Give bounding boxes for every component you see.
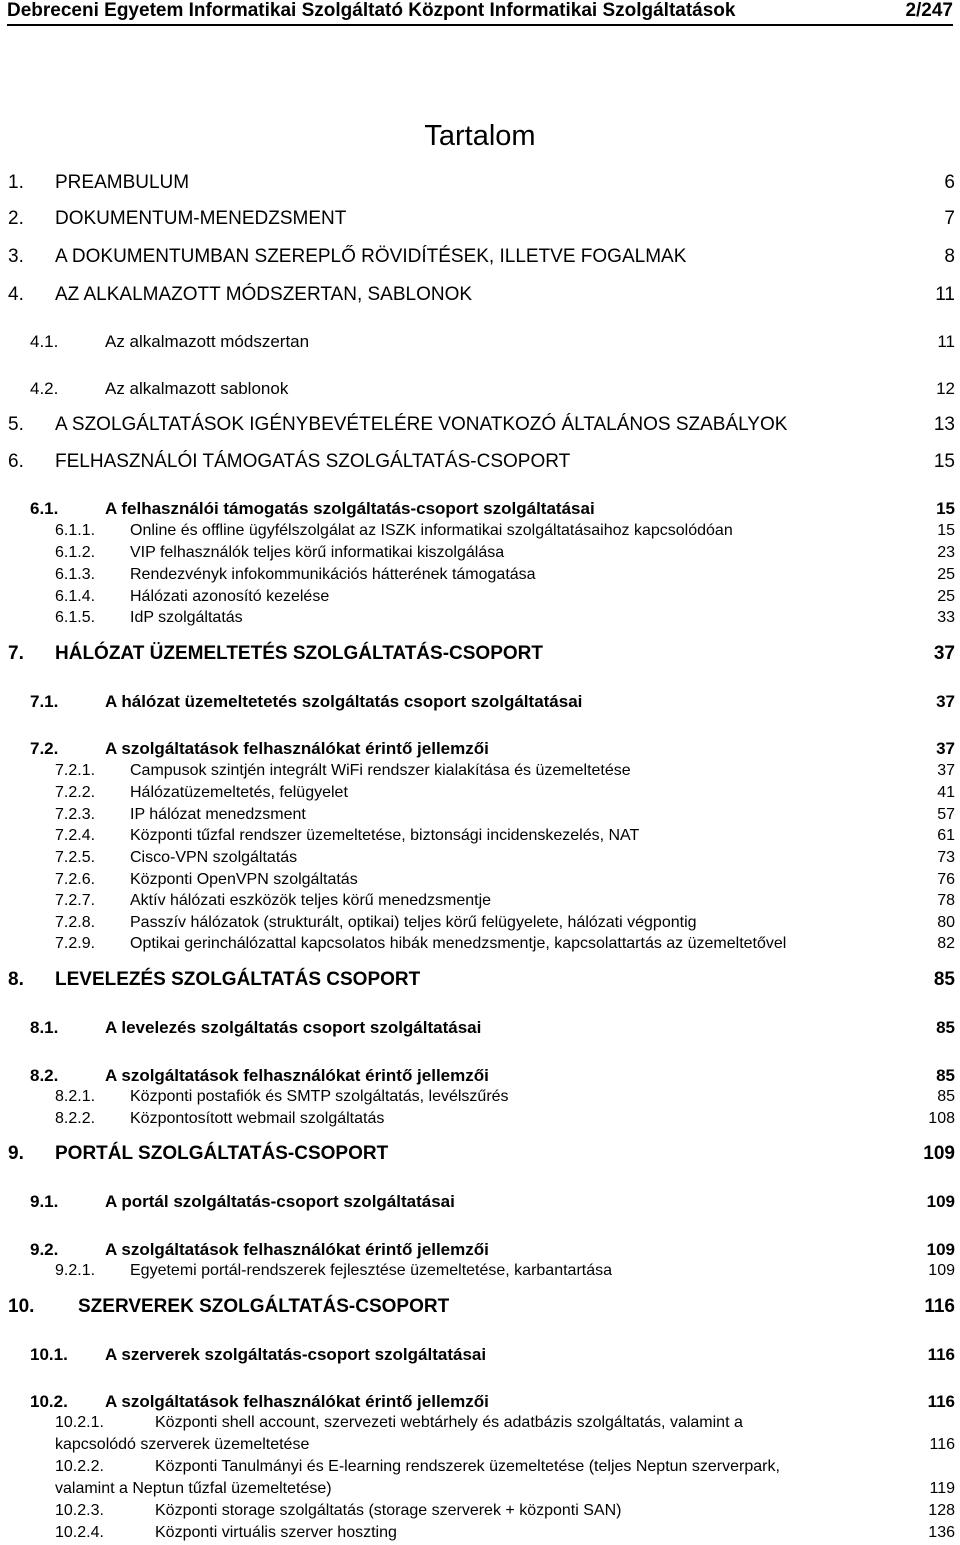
toc-entry-page: 33 [937, 609, 955, 626]
toc-entry-page: 37 [936, 692, 955, 711]
toc-entry-page: 85 [936, 1066, 955, 1085]
toc-entry-page: 8 [944, 246, 955, 267]
toc-entry-page: 37 [936, 739, 955, 758]
toc-entry-title: Campusok szintjén integrált WiFi rendszer kialakítása és üzemeltetése [130, 762, 631, 779]
toc-entry-title: A DOKUMENTUMBAN SZEREPLŐ RÖVIDÍTÉSEK, ILLETVE FOGALMAK [55, 246, 687, 267]
toc-entry-page: 23 [937, 544, 955, 561]
toc-entry-number: 4.2. [30, 379, 59, 398]
toc-entry-page: 80 [937, 914, 955, 931]
toc-entry-page: 37 [937, 762, 955, 779]
toc-entry-title: Központi Tanulmányi és E-learning rendszerek üzemeltetése (teljes Neptun szerverpark, [155, 1458, 780, 1475]
toc-entry-page: 116 [927, 1345, 955, 1364]
toc-entry-page: 82 [937, 935, 955, 952]
toc-entry[interactable] [0, 451, 955, 473]
toc-entry-title: Rendezvényk infokommunikációs hátterének támogatása [130, 566, 536, 583]
toc-entry-title: PREAMBULUM [55, 172, 190, 193]
toc-entry-title: FELHASZNÁLÓI TÁMOGATÁS SZOLGÁLTATÁS-CSOPORT [55, 451, 571, 472]
toc-entry[interactable] [0, 969, 955, 991]
toc-entry[interactable] [0, 414, 955, 436]
toc-entry-page: 13 [933, 414, 955, 435]
toc-entry-number: 6.1.3. [55, 566, 96, 583]
toc-entry-number: 7.2.9. [55, 935, 96, 952]
toc-entry-page: 128 [928, 1502, 955, 1519]
toc-entry-number: 6.1.4. [55, 588, 96, 605]
toc-entry-number: 7.2.8. [55, 914, 96, 931]
toc-entry[interactable] [0, 1143, 955, 1165]
toc-entry-title: Hálózati azonosító kezelése [130, 588, 330, 605]
toc-entry-title: Az alkalmazott módszertan [105, 332, 310, 351]
toc-entry-page: 108 [928, 1110, 955, 1127]
toc-entry-page: 61 [937, 827, 955, 844]
toc-entry-number: 7.2.5. [55, 849, 96, 866]
toc-entry-number: 10.2. [30, 1392, 68, 1411]
toc-entry[interactable] [0, 246, 955, 268]
toc-entry[interactable] [0, 739, 955, 759]
toc-title: Tartalom [424, 120, 536, 152]
toc-entry-number: 9.2. [30, 1240, 59, 1259]
toc-entry-title: SZERVEREK SZOLGÁLTATÁS-CSOPORT [78, 1296, 450, 1317]
toc-entry-title: Központosított webmail szolgáltatás [130, 1110, 385, 1127]
toc-entry[interactable] [0, 827, 955, 846]
toc-entry-page: 73 [937, 849, 955, 866]
toc-entry[interactable] [0, 332, 955, 352]
toc-entry-number: 8.2.1. [55, 1088, 96, 1105]
toc-entry-title: A szolgáltatások felhasználókat érintő jellemzői [105, 1066, 489, 1085]
toc-entry-title: A szolgáltatások felhasználókat érintő jellemzői [105, 739, 489, 758]
toc-entry-page: 85 [936, 1018, 955, 1037]
toc-entry-number: 6.1.2. [55, 544, 96, 561]
toc-entry-number: 2. [8, 208, 24, 229]
toc-entry-number: 9.1. [30, 1192, 59, 1211]
toc-entry[interactable] [0, 1018, 955, 1038]
toc-entry-number: 7.2.6. [55, 871, 96, 888]
toc-entry-page: 11 [935, 284, 955, 305]
toc-entry-title-continued: kapcsolódó szerverek üzemeltetése [55, 1436, 310, 1453]
toc-entry-title: Központi shell account, szervezeti webtárhely és adatbázis szolgáltatás, valamint a [155, 1414, 743, 1431]
toc-entry[interactable] [0, 588, 955, 607]
toc-entry-title: A szolgáltatások felhasználókat érintő jellemzői [105, 1392, 489, 1411]
toc-entry-page: 57 [937, 806, 955, 823]
toc-entry-title: Passzív hálózatok (strukturált, optikai) teljes körű felügyelete, hálózati végpontig [130, 914, 697, 931]
toc-entry-title: Aktív hálózati eszközök teljes körű menedzsmentje [130, 892, 492, 909]
toc-entry-title: Egyetemi portál-rendszerek fejlesztése üzemeltetése, karbantartása [130, 1262, 613, 1279]
toc-entry-page: 7 [944, 208, 955, 229]
toc-entry-number: 9.2.1. [55, 1262, 96, 1279]
toc-entry-title: A szerverek szolgáltatás-csoport szolgáltatásai [105, 1345, 487, 1364]
toc-entry[interactable] [0, 208, 955, 230]
toc-entry[interactable] [0, 643, 955, 665]
toc-entry-number: 7.1. [30, 692, 59, 711]
toc-entry-number: 8.2.2. [55, 1110, 96, 1127]
toc-entry-number: 8. [8, 969, 24, 990]
toc-entry-number: 10.1. [30, 1345, 68, 1364]
toc-entry[interactable] [0, 1392, 955, 1412]
toc-entry-title: AZ ALKALMAZOTT MÓDSZERTAN, SABLONOK [55, 284, 473, 305]
toc-entry-number: 6.1. [30, 499, 59, 518]
toc-entry-number: 10. [8, 1296, 35, 1317]
toc-entry-title: Az alkalmazott sablonok [105, 379, 289, 398]
toc-entry[interactable] [0, 499, 955, 519]
toc-entry-page: 15 [936, 499, 955, 518]
toc-entry-title: Online és offline ügyfélszolgálat az ISZK informatikai szolgáltatásaihoz kapcsolódóan [130, 522, 733, 539]
toc-entry[interactable] [0, 871, 955, 890]
toc-entry-page: 116 [929, 1436, 955, 1453]
toc-entry-page: 116 [924, 1296, 955, 1317]
toc-entry-page: 25 [937, 566, 955, 583]
toc-entry-number: 6. [8, 451, 24, 472]
toc-entry[interactable] [0, 935, 955, 954]
toc-entry[interactable] [0, 806, 955, 825]
toc-entry-number: 7.2.3. [55, 806, 96, 823]
toc-entry-number: 10.2.2. [55, 1458, 104, 1475]
toc-entry-page: 76 [937, 871, 955, 888]
toc-entry[interactable] [0, 1262, 955, 1281]
toc-entry[interactable] [0, 1110, 955, 1129]
toc-entry-page: 109 [923, 1143, 955, 1164]
toc-entry-number: 10.2.1. [55, 1414, 104, 1431]
toc-entry-title: Hálózatüzemeltetés, felügyelet [130, 784, 348, 801]
toc-entry-page: 78 [937, 892, 955, 909]
toc-entry-page: 109 [926, 1192, 955, 1211]
toc-entry-number: 5. [8, 414, 24, 435]
toc-entry[interactable] [0, 1345, 955, 1365]
toc-entry[interactable] [0, 849, 955, 868]
toc-entry[interactable] [0, 892, 955, 911]
toc-entry[interactable] [0, 914, 955, 933]
header-page-number: 2/247 [905, 0, 953, 21]
toc-entry-title: HÁLÓZAT ÜZEMELTETÉS SZOLGÁLTATÁS-CSOPORT [55, 643, 543, 664]
toc-entry[interactable] [0, 609, 955, 628]
toc-entry-number: 6.1.1. [55, 522, 96, 539]
toc-entry-page: 136 [928, 1524, 955, 1541]
toc-entry-title-continued: valamint a Neptun tűzfal üzemeltetése) [55, 1480, 332, 1497]
toc-entry-number: 10.2.3. [55, 1502, 104, 1519]
toc-entry[interactable] [0, 1066, 955, 1086]
toc-entry[interactable] [0, 1414, 955, 1456]
toc-entry-number: 7.2. [30, 739, 59, 758]
toc-entry[interactable] [0, 784, 955, 803]
toc-entry-number: 7.2.7. [55, 892, 96, 909]
toc-entry-title: A portál szolgáltatás-csoport szolgáltatásai [105, 1192, 455, 1211]
toc-entry-page: 25 [937, 588, 955, 605]
toc-entry[interactable] [0, 522, 955, 541]
toc-entry-number: 7.2.1. [55, 762, 96, 779]
toc-entry-page: 11 [937, 332, 955, 351]
toc-entry-page: 109 [926, 1240, 955, 1259]
toc-entry-page: 41 [937, 784, 955, 801]
toc-entry[interactable] [0, 1296, 955, 1318]
toc-entry-title: A felhasználói támogatás szolgáltatás-csoport szolgáltatásai [105, 499, 595, 518]
toc-entry-title: VIP felhasználók teljes körű informatikai kiszolgálása [130, 544, 505, 561]
toc-entry-title: Optikai gerinchálózattal kapcsolatos hibák menedzsmentje, kapcsolattartás az üzemeltetővel [130, 935, 787, 952]
toc-entry-page: 85 [937, 1088, 955, 1105]
toc-entry[interactable] [0, 762, 955, 781]
toc-entry[interactable] [0, 1192, 955, 1212]
toc-entry[interactable] [0, 544, 955, 563]
toc-entry-page: 15 [937, 522, 955, 539]
toc-entry-page: 85 [933, 969, 955, 990]
toc-entry-number: 6.1.5. [55, 609, 96, 626]
toc-entry-title: Központi postafiók és SMTP szolgáltatás, levélszűrés [130, 1088, 509, 1105]
toc-entry-page: 37 [933, 643, 955, 664]
toc-entry-number: 7. [8, 643, 24, 664]
toc-entry-number: 4. [8, 284, 24, 305]
toc-entry-title: Központi OpenVPN szolgáltatás [130, 871, 358, 888]
header-title: Debreceni Egyetem Informatikai Szolgáltató Központ Informatikai Szolgáltatások [7, 0, 736, 21]
toc-entry-number: 9. [8, 1143, 24, 1164]
toc-entry-page: 119 [929, 1480, 955, 1497]
toc-entry-page: 109 [928, 1262, 955, 1279]
toc-entry[interactable] [0, 172, 955, 194]
toc-entry-title: A levelezés szolgáltatás csoport szolgáltatásai [105, 1018, 482, 1037]
toc-entry-number: 8.1. [30, 1018, 59, 1037]
toc-entry[interactable] [0, 1502, 955, 1521]
toc-entry-title: Központi virtuális szerver hoszting [155, 1524, 397, 1541]
toc-entry-page: 6 [944, 172, 955, 193]
toc-entry[interactable] [0, 1458, 955, 1500]
toc-entry-title: Cisco-VPN szolgáltatás [130, 849, 298, 866]
toc-entry-page: 12 [936, 379, 955, 398]
toc-entry-number: 4.1. [30, 332, 59, 351]
toc-entry[interactable] [0, 566, 955, 585]
toc-entry-title: Központi tűzfal rendszer üzemeltetése, biztonsági incidenskezelés, NAT [130, 827, 640, 844]
toc-entry[interactable] [0, 692, 955, 712]
toc-entry[interactable] [0, 1524, 955, 1543]
toc-entry[interactable] [0, 284, 955, 306]
toc-entry-title: Központi storage szolgáltatás (storage szerverek + központi SAN) [155, 1502, 622, 1519]
toc-entry-number: 10.2.4. [55, 1524, 104, 1541]
toc-entry-title: A hálózat üzemeltetetés szolgáltatás csoport szolgáltatásai [105, 692, 583, 711]
toc-entry-title: DOKUMENTUM-MENEDZSMENT [55, 208, 347, 229]
toc-entry-page: 116 [927, 1392, 955, 1411]
toc-entry-number: 7.2.2. [55, 784, 96, 801]
toc-entry[interactable] [0, 1240, 955, 1260]
toc-entry-title: IdP szolgáltatás [130, 609, 243, 626]
toc-entry[interactable] [0, 1088, 955, 1107]
toc-entry-page: 15 [933, 451, 955, 472]
toc-entry-number: 1. [8, 172, 24, 193]
toc-entry[interactable] [0, 379, 955, 399]
toc-entry-number: 3. [8, 246, 24, 267]
toc-entry-number: 7.2.4. [55, 827, 96, 844]
toc-entry-title: A szolgáltatások felhasználókat érintő jellemzői [105, 1240, 489, 1259]
toc-entry-number: 8.2. [30, 1066, 59, 1085]
toc-entry-title: IP hálózat menedzsment [130, 806, 306, 823]
toc-entry-title: LEVELEZÉS SZOLGÁLTATÁS CSOPORT [55, 969, 421, 990]
toc-entry-title: PORTÁL SZOLGÁLTATÁS-CSOPORT [55, 1143, 389, 1164]
toc-entry-title: A SZOLGÁLTATÁSOK IGÉNYBEVÉTELÉRE VONATKOZÓ ÁLTALÁNOS SZABÁLYOK [55, 414, 788, 435]
